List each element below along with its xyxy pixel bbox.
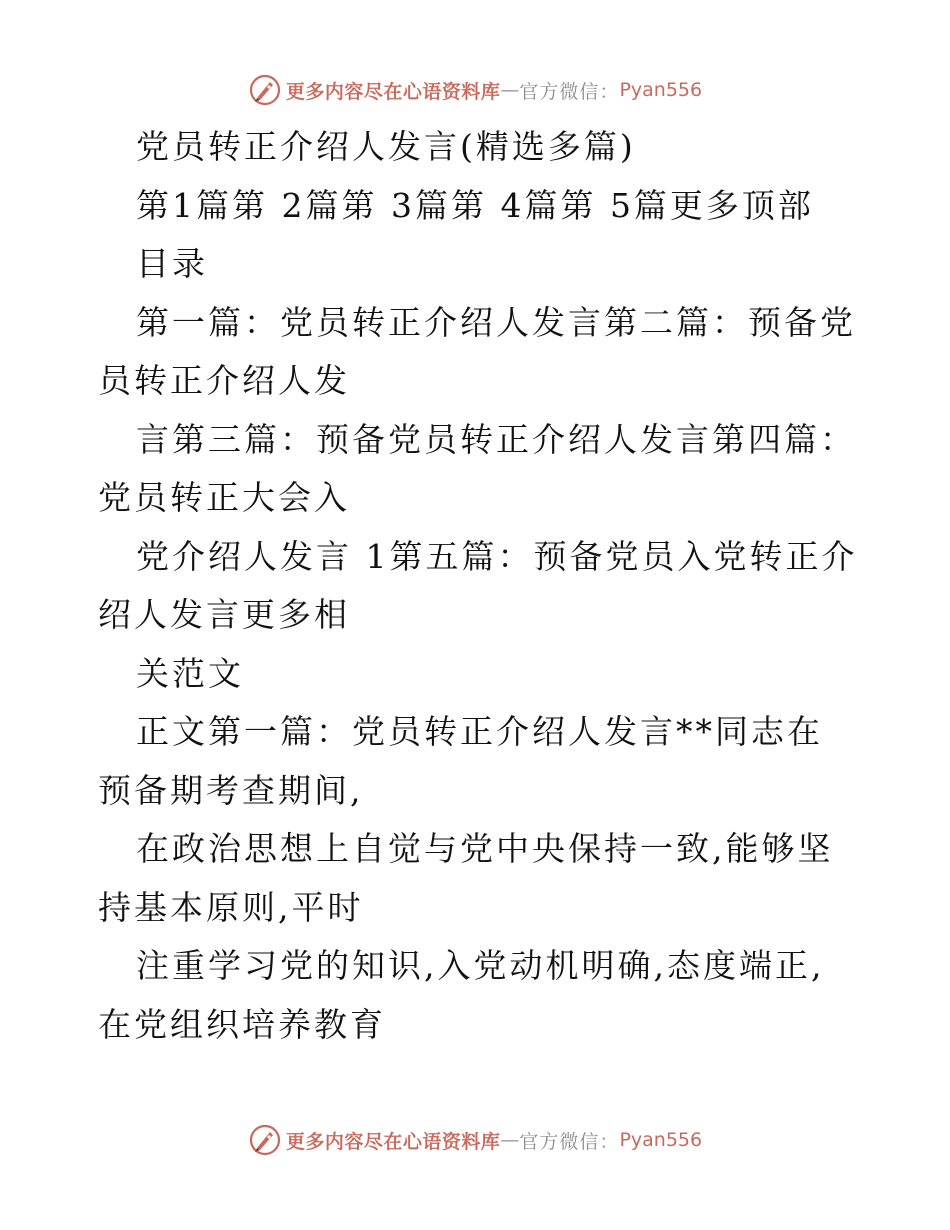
- watermark-wechat-id: Pyan556: [619, 1129, 703, 1151]
- body-paragraph: 正文第一篇：党员转正介绍人发言**同志在预备期考查期间,: [98, 712, 823, 810]
- toc-paragraph: 言第三篇：预备党员转正介绍人发言第四篇：党员转正大会入: [98, 419, 856, 517]
- chapter-nav-line: 第1篇第 2篇第 3篇第 4篇第 5篇更多顶部: [136, 185, 814, 225]
- quill-pen-logo-icon: [248, 73, 282, 107]
- watermark-separator: —: [500, 79, 520, 101]
- body-paragraph: 在政治思想上自觉与党中央保持一致,能够坚持基本原则,平时: [98, 829, 834, 927]
- document-title: 党员转正介绍人发言(精选多篇): [136, 127, 636, 166]
- header-watermark: [0, 70, 950, 110]
- document-body: [98, 118, 858, 1054]
- watermark-main-text: 更多内容尽在心语资料库: [285, 80, 501, 103]
- toc-paragraph: 关范文: [136, 653, 244, 693]
- watermark-suffix-text: 官方微信：: [519, 1130, 620, 1153]
- watermark-separator: —: [500, 1129, 520, 1151]
- quill-pen-logo-icon: [248, 1123, 282, 1157]
- body-paragraph: 注重学习党的知识,入党动机明确,态度端正,在党组织培养教育: [98, 946, 825, 1044]
- toc-paragraph: 党介绍人发言 1第五篇：预备党员入党转正介绍人发言更多相: [98, 536, 858, 634]
- watermark-suffix-text: 官方微信：: [519, 80, 620, 103]
- footer-watermark: [0, 1120, 950, 1160]
- watermark-main-text: 更多内容尽在心语资料库: [285, 1130, 501, 1153]
- watermark-wechat-id: Pyan556: [619, 79, 703, 101]
- toc-paragraph: 第一篇：党员转正介绍人发言第二篇：预备党员转正介绍人发: [98, 302, 856, 400]
- toc-heading: 目录: [136, 244, 208, 283]
